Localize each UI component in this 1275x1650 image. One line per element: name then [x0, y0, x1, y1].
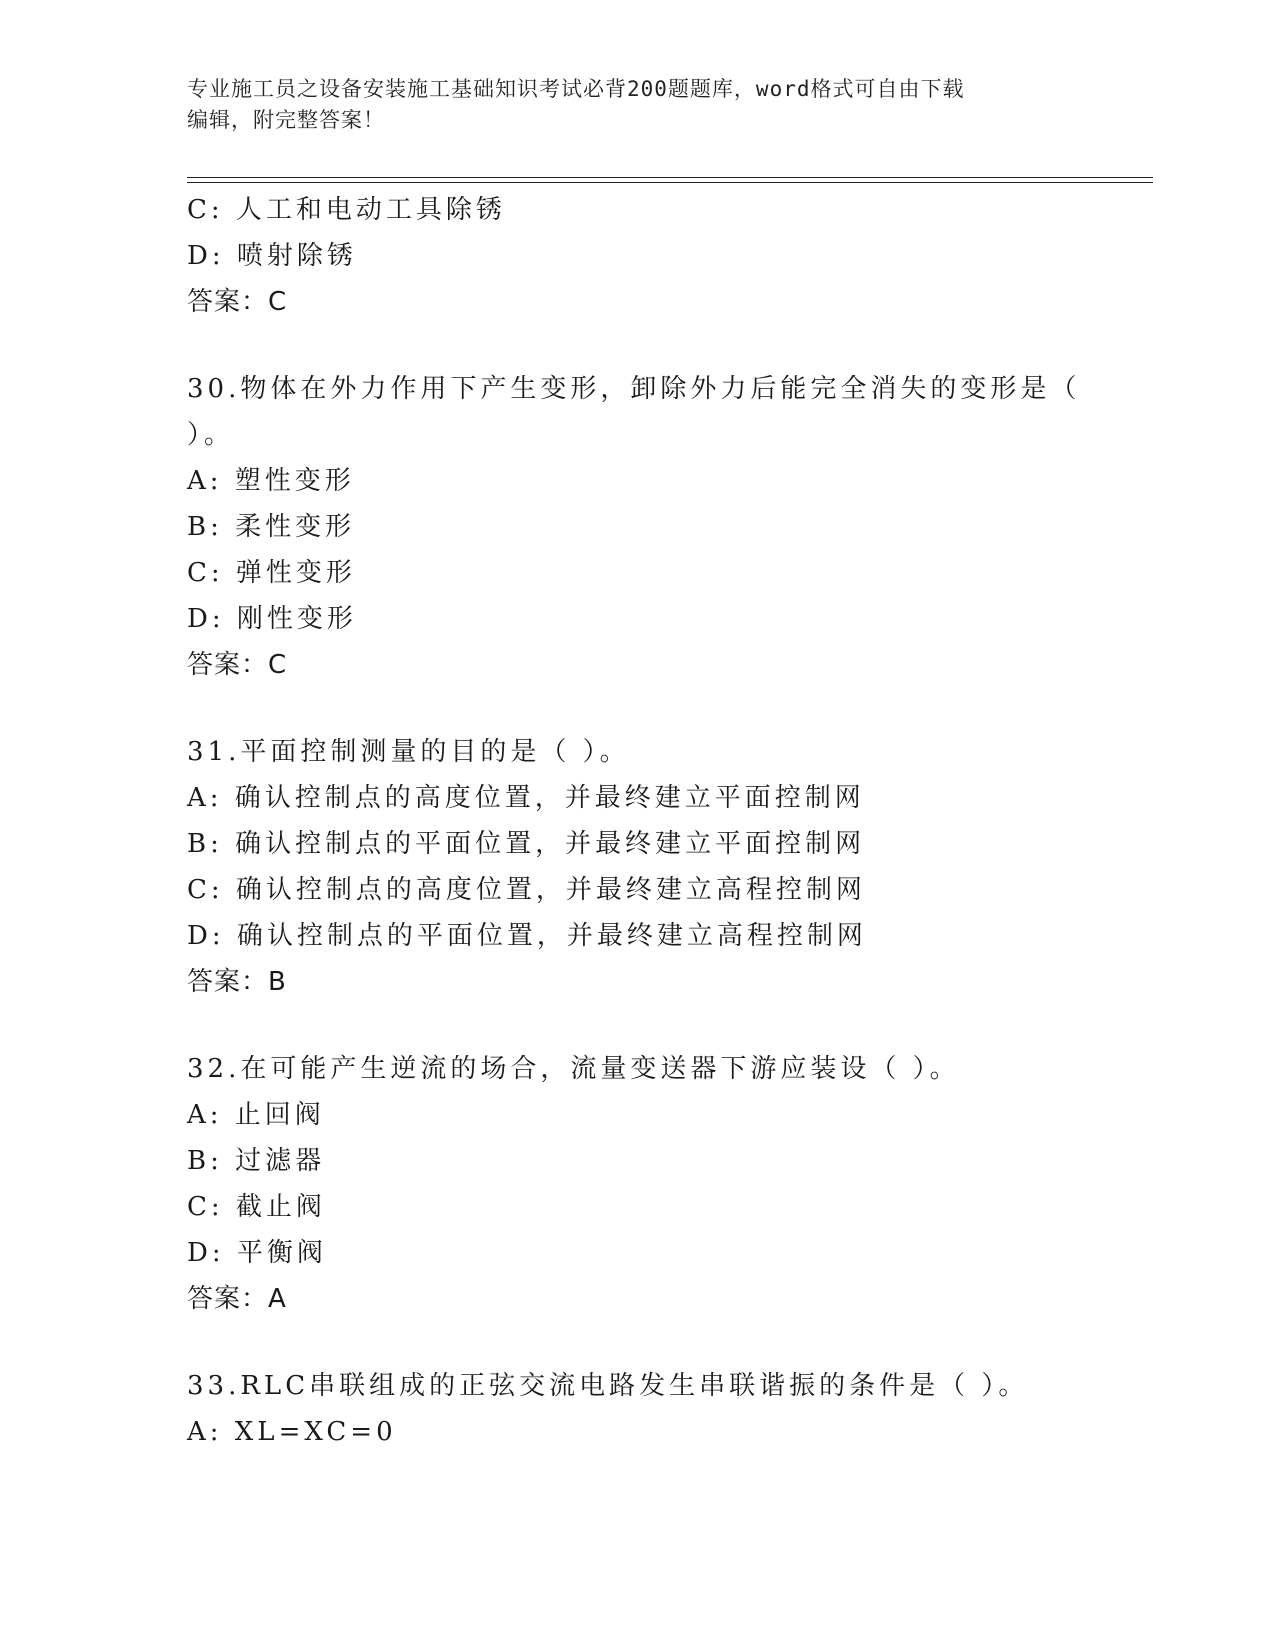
answer-option: B: 柔性变形: [187, 512, 356, 542]
answer-option: A: 确认控制点的高度位置，并最终建立平面控制网: [187, 783, 865, 813]
answer-key: 答案：A: [187, 1284, 287, 1314]
header-line-2: 编辑，附完整答案！: [187, 108, 385, 132]
answer-option: B: 确认控制点的平面位置，并最终建立平面控制网: [187, 829, 866, 859]
question-text: 31.平面控制测量的目的是（ ）。: [187, 737, 630, 767]
answer-option: C: 弹性变形: [187, 558, 356, 588]
answer-option: C: 截止阀: [187, 1192, 326, 1222]
answer-option: D: 平衡阀: [187, 1238, 327, 1268]
answer-option: A: XL=XC=0: [187, 1417, 397, 1447]
answer-option: A: 止回阀: [187, 1100, 325, 1130]
document-header: [187, 74, 1087, 136]
answer-option: D: 确认控制点的平面位置，并最终建立高程控制网: [187, 921, 867, 951]
question-block: [187, 1046, 1147, 1322]
answer-key: 答案：C: [187, 287, 288, 317]
answer-key: 答案：C: [187, 650, 288, 680]
question-text: ）。: [187, 420, 235, 450]
header-line-1: 专业施工员之设备安装施工基础知识考试必背200题题库，word格式可自由下载: [187, 77, 965, 101]
header-divider-top: [187, 177, 1153, 178]
answer-option: B: 过滤器: [187, 1146, 326, 1176]
answer-option: D: 喷射除锈: [187, 241, 357, 271]
question-text: 30.物体在外力作用下产生变形，卸除外力后能完全消失的变形是（: [187, 374, 1081, 404]
question-block: [187, 1363, 1147, 1455]
question-block: [187, 187, 1147, 325]
answer-key: 答案：B: [187, 967, 287, 997]
header-divider-bottom: [187, 182, 1153, 183]
answer-option: C: 确认控制点的高度位置，并最终建立高程控制网: [187, 875, 866, 905]
answer-option: A: 塑性变形: [187, 466, 355, 496]
question-block: [187, 366, 1147, 688]
question-text: 33.RLC串联组成的正弦交流电路发生串联谐振的条件是（ ）。: [187, 1371, 1029, 1401]
answer-option: D: 刚性变形: [187, 604, 357, 634]
question-text: 32.在可能产生逆流的场合，流量变送器下游应装设（ ）。: [187, 1054, 960, 1084]
question-list: [187, 187, 1147, 1455]
answer-option: C: 人工和电动工具除锈: [187, 195, 506, 225]
question-block: [187, 729, 1147, 1005]
